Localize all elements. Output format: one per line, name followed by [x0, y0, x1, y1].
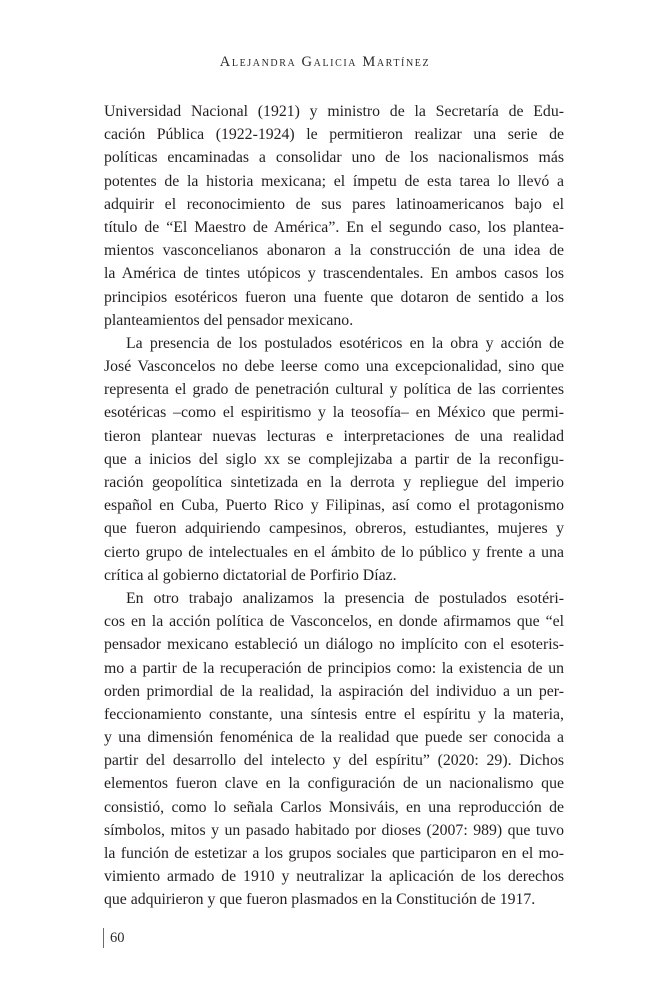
text-line: la América de tintes utópicos y trascendentales. En ambos casos los: [104, 265, 564, 283]
text-line: pensador mexicano estableció un diálogo no implícito con el esoteris-: [104, 636, 564, 654]
running-head: Alejandra Galicia Martínez: [219, 54, 431, 70]
text-line: partir del desarrollo del intelecto y del espíritu” (2020: 29). Dichos: [104, 752, 564, 770]
text-line: políticas encaminadas a consolidar uno de los nacionalismos más: [104, 149, 564, 167]
text-line: que a inicios del siglo xx se complejizaba a partir de la reconfigu-: [104, 450, 564, 468]
paragraph-1: [104, 100, 564, 332]
text-line: elementos fueron clave en la configuración de un nacionalismo que: [104, 775, 564, 793]
text-line: tieron plantear nuevas lecturas e interpretaciones de una realidad: [104, 427, 564, 445]
text-line: símbolos, mitos y un pasado habitado por dioses (2007: 989) que tuvo: [104, 821, 564, 839]
text-line: español en Cuba, Puerto Rico y Filipinas, así como el protagonismo: [104, 497, 564, 515]
text-line: mientos vasconcelianos abonaron a la construcción de una idea de: [104, 242, 564, 260]
text-line: adquirir el reconocimiento de sus pares latinoamericanos bajo el: [104, 195, 564, 213]
body-text: [104, 100, 564, 912]
text-line: mo a partir de la recuperación de principios como: la existencia de un: [104, 659, 564, 677]
text-line: potentes de la historia mexicana; el ímpetu de esta tarea lo llevó a: [104, 172, 564, 190]
text-line: José Vasconcelos no debe leerse como una excepcionalidad, sino que: [104, 358, 564, 376]
text-line: que adquirieron y que fueron plasmados en la Constitución de 1917.: [104, 891, 536, 909]
text-line: título de “El Maestro de América”. En el segundo caso, los plantea-: [104, 218, 564, 236]
paragraph-2: [104, 332, 564, 587]
text-line: principios esotéricos fueron una fuente que dotaron de sentido a los: [104, 288, 564, 306]
text-line: consistió, como lo señala Carlos Monsiváis, en una reproducción de: [104, 798, 564, 816]
text-line: La presencia de los postulados esotéricos en la obra y acción de: [126, 334, 564, 352]
text-line: vimiento armado de 1910 y neutralizar la aplicación de los derechos: [104, 868, 564, 886]
text-line: En otro trabajo analizamos la presencia de postulados esotéri-: [126, 589, 564, 607]
text-line: cos en la acción política de Vasconcelos, en donde afirmamos que “el: [104, 613, 564, 631]
text-line: Universidad Nacional (1921) y ministro de la Secretaría de Edu-: [104, 103, 564, 120]
text-line: orden primordial de la realidad, la aspiración del individuo a un per-: [104, 682, 564, 700]
text-line: representa el grado de penetración cultural y política de las corrientes: [104, 381, 564, 399]
text-line: ración geopolítica sintetizada en la derrota y repliegue del imperio: [104, 474, 564, 491]
text-line: crítica al gobierno dictatorial de Porfirio Díaz.: [104, 566, 397, 584]
text-line: y una dimensión fenoménica de la realidad que puede ser conocida a: [104, 729, 564, 747]
text-line: cierto grupo de intelectuales en el ámbito de lo público y frente a una: [104, 543, 564, 561]
text-line: cación Pública (1922-1924) le permitieron realizar una serie de: [104, 126, 564, 144]
text-line: planteamientos del pensador mexicano.: [104, 311, 354, 329]
paragraph-3: [104, 587, 564, 912]
text-line: feccionamiento constante, una síntesis entre el espíritu y la materia,: [104, 705, 564, 723]
page-number: 60: [103, 928, 125, 948]
text-line: que fueron adquiriendo campesinos, obreros, estudiantes, mujeres y: [104, 520, 564, 538]
text-line: la función de estetizar a los grupos sociales que participaron en el mo-: [104, 845, 564, 862]
text-line: esotéricas –como el espiritismo y la teosofía– en México que permi-: [104, 404, 564, 422]
